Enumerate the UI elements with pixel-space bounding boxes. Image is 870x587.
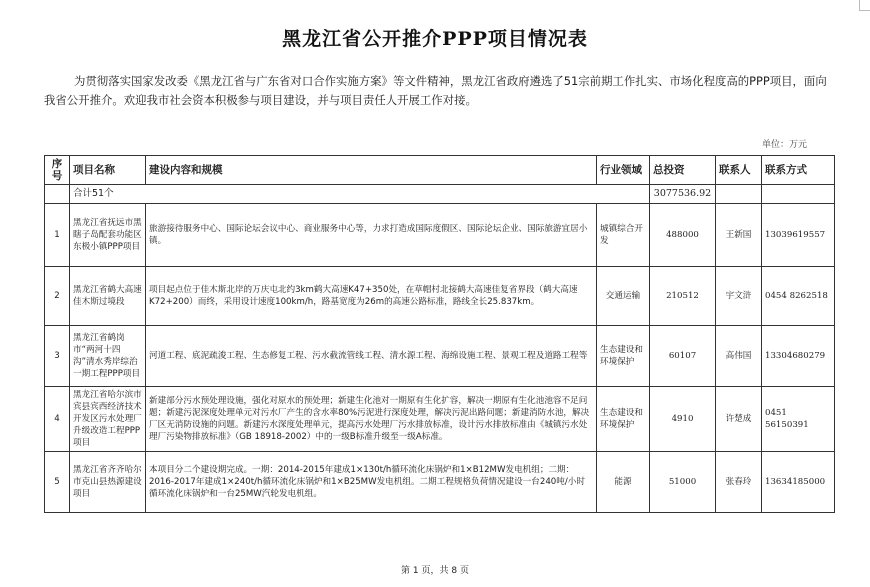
page-footer: 第 1 页，共 8 页	[401, 566, 469, 576]
row-content: 新建部分污水预处理设施，强化对原水的预处理；新建生化池对一期原有生化扩容，解决一期原有生化池池容不足问题；新建污泥深度处理单元对污水厂产生的含水率80%污泥进行深度处理，解决污泥出路问题；新建消防水池，解决厂区无消防设施的问题。新建污水深度处理单元，提高污水处理厂污水排放标准，设计污水排放标准由《城镇污水处理厂污染物排放标准》（GB 18918-2002）中的一级B标准升级至一级A标准。	[146, 387, 597, 452]
row-contact: 高伟国	[716, 326, 762, 387]
total-investment: 3077536.92	[650, 185, 716, 204]
row-phone: 0451 56150391	[762, 387, 835, 452]
document-title: 黑龙江省公开推介PPP项目情况表	[282, 28, 588, 50]
row-content: 旅游接待服务中心、国际论坛会议中心、商业服务中心等，力求打造成国际度假区、国际论坛企业、国际旅游宜居小镇。	[146, 204, 597, 267]
row-seq: 5	[45, 452, 70, 513]
table-row	[45, 452, 835, 513]
row-phone: 13634185000	[762, 452, 835, 513]
row-field: 能源	[597, 452, 650, 513]
table-row	[45, 204, 835, 267]
row-phone: 13039619557	[762, 204, 835, 267]
table-row	[45, 387, 835, 452]
row-investment: 488000	[650, 204, 716, 267]
row-field: 交通运输	[597, 267, 650, 326]
row-investment: 51000	[650, 452, 716, 513]
row-seq: 1	[45, 204, 70, 267]
row-investment: 60107	[650, 326, 716, 387]
row-content: 河道工程、底泥疏浚工程、生态修复工程、污水截流管线工程、清水源工程、海绵设施工程、景观工程及道路工程等	[146, 326, 597, 387]
row-contact: 许楚成	[716, 387, 762, 452]
row-content: 本项目分二个建设期完成。一期：2014-2015年建成1×130t/h循环流化床锅炉和1×B12MW发电机组；二期：2016-2017年建成1×240t/h循环流化床锅炉和1×B25MW发电机组。二期工程规格负荷情况建设一台240吨/小时循环流化床锅炉和一台25MW汽轮发电机组。	[146, 452, 597, 513]
row-contact: 宇文浒	[716, 267, 762, 326]
row-investment: 210512	[650, 267, 716, 326]
header-seq: 序号	[45, 156, 70, 185]
table-header-row	[45, 156, 835, 185]
header-name: 项目名称	[70, 156, 146, 185]
row-field: 城镇综合开发	[597, 204, 650, 267]
page-corner-mark	[859, 0, 870, 11]
table-row	[45, 326, 835, 387]
unit-label: 单位：万元	[762, 140, 808, 150]
total-label: 合计51个	[70, 185, 650, 204]
row-investment: 4910	[650, 387, 716, 452]
row-project-name: 黑龙江省哈尔滨市宾县宾西经济技术开发区污水处理厂升级改造工程PPP项目	[70, 387, 146, 452]
header-contact: 联系人	[716, 156, 762, 185]
header-method: 联系方式	[762, 156, 835, 185]
row-seq: 2	[45, 267, 70, 326]
total-row	[45, 185, 835, 204]
row-content: 项目起点位于佳木斯北岸的万庆屯北约3km鹤大高速K47+350处，在草帽村北接鹤大高速佳复省界段（鹤大高速K72+200）而终，采用设计速度100km/h，路基宽度为26m的高速公路标准，路线全长25.837km。	[146, 267, 597, 326]
row-project-name: 黑龙江省鹤岗市“两河十四沟”清水秀岸综治一期工程PPP项目	[70, 326, 146, 387]
row-phone: 13304680279	[762, 326, 835, 387]
intro-paragraph: 为贯彻落实国家发改委《黑龙江省与广东省对口合作实施方案》等文件精神，黑龙江省政府遴选了51宗前期工作扎实、市场化程度高的PPP项目，面向我省公开推介。欢迎我市社会资本积极参与项目建设，并与项目责任人开展工作对接。	[44, 74, 827, 107]
row-field: 生态建设和环境保护	[597, 387, 650, 452]
row-contact: 王新国	[716, 204, 762, 267]
row-project-name: 黑龙江省齐齐哈尔市克山县热源建设项目	[70, 452, 146, 513]
header-field: 行业领域	[597, 156, 650, 185]
header-content: 建设内容和规模	[146, 156, 597, 185]
row-phone: 0454 8262518	[762, 267, 835, 326]
ppp-project-table	[44, 155, 835, 513]
row-field: 生态建设和环境保护	[597, 326, 650, 387]
row-seq: 4	[45, 387, 70, 452]
row-project-name: 黑龙江省抚远市黑瞎子岛配套功能区东极小镇PPP项目	[70, 204, 146, 267]
table-row	[45, 267, 835, 326]
row-seq: 3	[45, 326, 70, 387]
row-contact: 张春玲	[716, 452, 762, 513]
header-investment: 总投资	[650, 156, 716, 185]
row-project-name: 黑龙江省鹤大高速佳木斯过境段	[70, 267, 146, 326]
